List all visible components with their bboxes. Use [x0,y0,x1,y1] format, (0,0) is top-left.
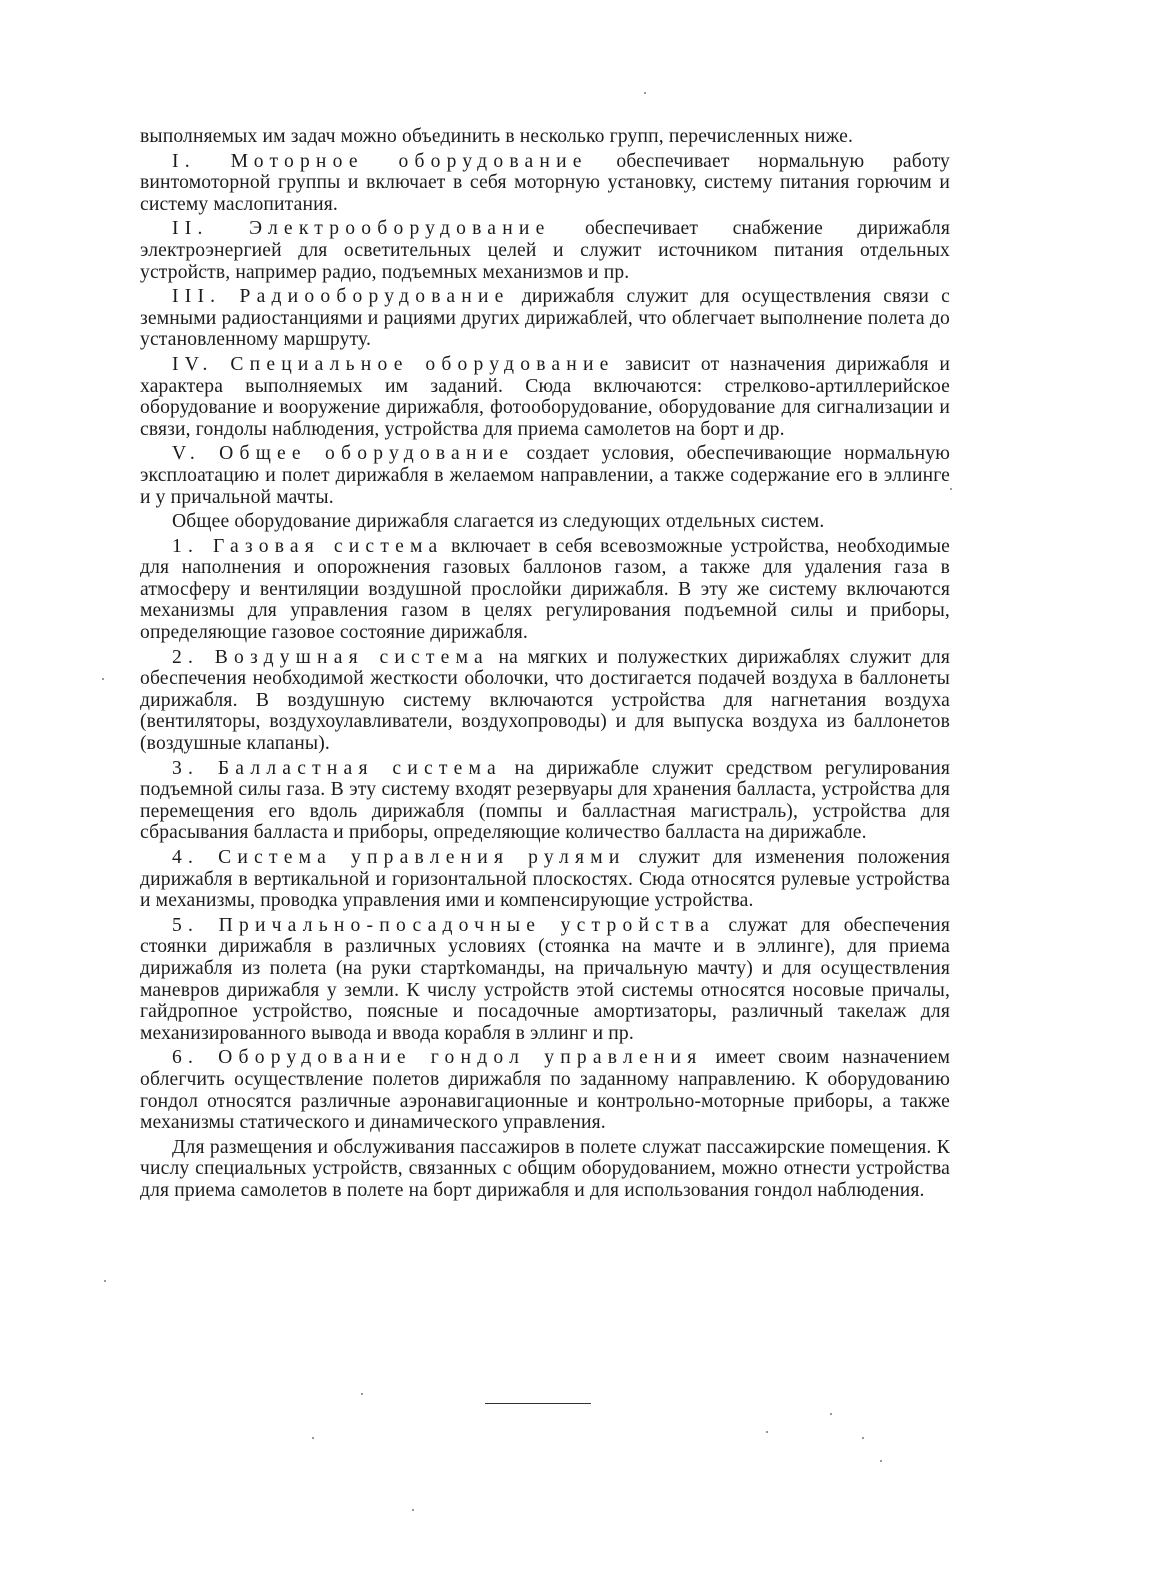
paragraph-rudder-control-system [140,847,950,912]
paragraph-air-system [140,647,950,755]
paragraph-special-equipment [140,354,950,440]
paragraph-heading: 1. Газовая система [172,535,444,557]
paragraph-text: создает условия, обеспечивающие нормальную эксплоатацию и полет дирижабля в желаемом направлении, а также содержание его в эллинге и у причальной мачты. [140,443,951,508]
scan-speck [950,488,952,490]
paragraph-heading: 4. Система управления рулями [172,847,626,868]
scan-speck [102,678,104,680]
scan-speck [644,92,646,94]
paragraph-heading: III. Радиооборудование [172,286,510,308]
paragraph-text: служат для обеспечения стоянки дирижабля в различных условиях (стоянка на мачте и в эллинге), для приема дирижабля из полета (на руки стартkоманды, на причальную мачту) и для осуществления маневров дирижабля у земли. К числу устройств этой системы относятся носовые причалы, гайдропное устройство, поясные и посадочные амортизаторы, различный такелаж для механизированного вывода и ввода корабля в эллинг и пр. [140,914,951,1044]
scan-speck [880,1460,882,1462]
scan-speck [104,1280,106,1282]
paragraph-heading: IV. Специальное оборудование [172,353,615,375]
paragraph-text: обеспечивает снабжение дирижабля электроэнергией для осветительных целей и служит источником питания отдельных устройств, например радио, подъемных механизмов и пр. [140,218,950,283]
paragraph-gas-system [140,536,950,644]
paragraph-heading: 3. Балластная система [172,757,502,779]
paragraph-systems-intro [140,511,950,533]
paragraph-general-equipment [140,443,950,508]
paragraph-heading: V. Общее оборудование [172,443,515,465]
paragraph-text: зависит от назначения дирижабля и характера выполняемых им заданий. Сюда включаются: стрелково-артиллерийское оборудование и вооружение дирижабля, фотооборудование, оборудование для сигнализации и связи, гондолы наблюдения, устройства для приема самолетов на борт и др. [140,353,950,440]
paragraph-text: дирижабля служит для осуществления связи с земными радиостанциями и рациями других дирижаблей, что облегчает выполнение полета до установленному маршруту. [140,286,951,351]
paragraph-electrical-equipment [140,218,950,283]
page-body [140,126,950,1205]
scan-speck [830,1413,832,1415]
paragraph-text: на мягких и полужестких дирижаблях служит для обеспечения необходимой жесткости оболочки, что достигается подачей воздуха в баллонеты дирижабля. В воздушную систему включаются устройства для нагнетания воздуха (вентиляторы, воздухоулавливатели, воздухопроводы) и для выпуска воздуха из баллонетов (воздушные клапаны). [140,646,950,755]
paragraph-text: имеет своим назначением облегчить осуществление полетов дирижабля по заданному направлению. К оборудованию гондол относятся различные аэронавигационные и контрольно-моторные приборы, а также механизмы статического и динамического управления. [140,1047,950,1134]
paragraph-intro [140,126,950,148]
paragraph-heading: 6. Оборудование гондол управления [172,1047,703,1069]
paragraph-radio-equipment [140,286,950,351]
paragraph-text: на дирижабле служит средством регулирования подъемной силы газа. В эту систему входят резервуары для хранения балласта, устройства для перемещения его вдоль дирижабля (помпы и балластная магистраль), устройства для сбрасывания балласта и приборы, определяющие количество балласта на дирижабле. [140,757,950,844]
paragraph-text: обеспечивает нормальную работу винтомоторной группы и включает в себя моторную установку, систему питания горючим и систему маслопитания. [140,150,950,215]
paragraph-text: выполняемых им задач можно объединить в несколько групп, перечисленных ниже. [140,126,854,147]
paragraph-heading: 5. Причально-посадочные устройства [172,914,715,936]
scan-speck [862,1437,864,1439]
scan-speck [766,1431,768,1433]
paragraph-heading: II. Электрооборудование [172,218,551,240]
scan-speck [412,1509,414,1511]
paragraph-ballast-system [140,758,950,844]
paragraph-text: включает в себя всевозможные устройства, необходимые для наполнения и опорожнения газовых баллонов газом, а также для удаления газа в атмосферу и вентиляции воздушной прослойки дирижабля. В эту же систему включаются механизмы для управления газом в целях регулирования подъемной силы и приборы, определяющие газовое состояние дирижабля. [140,535,950,644]
paragraph-text: служит для изменения положения дирижабля в вертикальной и горизонтальной плоскостях. Сюда относятся рулевые устройства и механизмы, проводка управления ими и компенсирующие устройства. [140,847,950,912]
paragraph-mooring-devices [140,915,950,1045]
paragraph-heading: I. Моторное оборудование [172,150,588,172]
paragraph-control-gondola-equipment [140,1047,950,1133]
section-end-rule [485,1403,591,1404]
scan-speck [361,1393,363,1395]
paragraph-motor-equipment [140,151,950,216]
paragraph-passenger-rooms [140,1137,950,1202]
paragraph-heading: 2. Воздушная система [172,646,489,668]
paragraph-text: Для размещения и обслуживания пассажиров в полете служат пассажирские помещения. К числу специальных устройств, связанных с общим оборудованием, можно отнести устройства для приема самолетов в полете на борт дирижабля и для использования гондол наблюдения. [140,1136,950,1201]
paragraph-text: Общее оборудование дирижабля слагается из следующих отдельных систем. [172,511,825,533]
scan-speck [312,1437,314,1439]
